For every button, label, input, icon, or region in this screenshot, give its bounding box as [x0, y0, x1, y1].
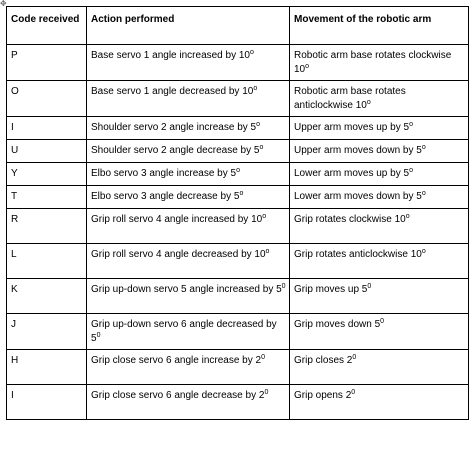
cell-movement-text: Upper arm moves down by 5	[294, 145, 422, 156]
cell-code-text: Y	[11, 168, 18, 179]
cell-movement-superscript: 0	[380, 318, 385, 325]
table-row	[7, 186, 469, 209]
cell-movement-text: Robotic arm base rotates clockwise 10	[294, 50, 452, 75]
cell-movement-superscript: o	[409, 121, 413, 128]
cell-action-text: Grip roll servo 4 angle decreased by 10	[91, 249, 266, 260]
cell-action-text: Shoulder servo 2 angle increase by 5	[91, 122, 257, 133]
cell-movement-text: Upper arm moves up by 5	[294, 122, 410, 133]
cell-movement-superscript: o	[305, 63, 310, 70]
cell-movement-text: Grip closes 2	[294, 355, 353, 366]
cell-action-superscript: 0	[264, 389, 269, 396]
cell-action	[87, 140, 290, 163]
cell-movement	[290, 385, 469, 420]
cell-code-text: U	[11, 145, 19, 156]
cell-action	[87, 279, 290, 314]
cell-action-text: Grip close servo 6 angle decrease by 2	[91, 390, 265, 401]
cell-action-text: Grip up-down servo 6 angle decreased by 5	[91, 319, 277, 344]
cell-action-text: Elbo servo 3 angle increase by 5	[91, 168, 237, 179]
cell-action	[87, 314, 290, 350]
cell-code	[7, 244, 87, 279]
cell-action-superscript: o	[236, 167, 240, 174]
table-row	[7, 163, 469, 186]
cell-movement-superscript: 0	[352, 354, 357, 361]
cell-action-superscript: o	[253, 85, 258, 92]
cell-code	[7, 163, 87, 186]
cell-movement	[290, 244, 469, 279]
table-row	[7, 81, 469, 117]
cell-movement-superscript: o	[421, 144, 426, 151]
cell-movement-text: Grip moves up 5	[294, 284, 368, 295]
cell-movement-text: Robotic arm base rotates anticlockwise 10	[294, 86, 406, 111]
cell-code-text: R	[11, 214, 19, 225]
cell-code-text: I	[11, 122, 14, 133]
cell-movement-text: Lower arm moves down by 5	[294, 191, 422, 202]
table-move-handle-icon[interactable]: ✥	[0, 0, 7, 8]
table-row	[7, 45, 469, 81]
cell-action-superscript: o	[250, 49, 254, 56]
cell-code	[7, 209, 87, 244]
table-row	[7, 140, 469, 163]
cell-movement	[290, 117, 469, 140]
cell-movement-text: Grip moves down 5	[294, 319, 381, 330]
cell-action-superscript: o	[256, 121, 261, 128]
cell-action-text: Grip up-down servo 5 angle increased by 5	[91, 284, 282, 295]
cell-movement-text: Grip opens 2	[294, 390, 352, 401]
cell-action-superscript: 0	[281, 283, 286, 290]
table-row	[7, 209, 469, 244]
cell-movement-superscript: o	[421, 248, 426, 255]
cell-code-text: O	[11, 86, 19, 97]
cell-code	[7, 385, 87, 420]
cell-movement-text: Grip rotates clockwise 10	[294, 214, 406, 225]
cell-code-text: J	[11, 319, 16, 330]
cell-code-text: T	[11, 191, 18, 202]
cell-action	[87, 163, 290, 186]
cell-action-superscript: o	[262, 213, 267, 220]
cell-code	[7, 350, 87, 385]
cell-action	[87, 209, 290, 244]
cell-code-text: L	[11, 249, 17, 260]
cell-action-text: Base servo 1 angle decreased by 10	[91, 86, 254, 97]
cell-movement-superscript: o	[405, 213, 410, 220]
cell-code-text: H	[11, 355, 19, 366]
cell-code-text: K	[11, 284, 18, 295]
table-row	[7, 314, 469, 350]
header-row	[7, 7, 469, 45]
cell-action	[87, 186, 290, 209]
cell-movement-superscript: 0	[351, 389, 356, 396]
cell-code	[7, 314, 87, 350]
cell-action-superscript: o	[265, 248, 270, 255]
table-row	[7, 385, 469, 420]
cell-action-superscript: o	[239, 190, 244, 197]
cell-movement	[290, 45, 469, 81]
cell-action	[87, 385, 290, 420]
header-movement: Movement of the robotic arm	[290, 7, 469, 45]
cell-action-superscript: 0	[261, 354, 265, 361]
cell-action	[87, 244, 290, 279]
cell-movement-superscript: o	[366, 99, 371, 106]
cell-action	[87, 45, 290, 81]
cell-code	[7, 279, 87, 314]
cell-movement-superscript: o	[421, 190, 426, 197]
robotic-arm-codes-table	[6, 6, 469, 420]
cell-movement-superscript: 0	[367, 283, 372, 290]
table-row	[7, 350, 469, 385]
cell-action-text: Base servo 1 angle increased by 10	[91, 50, 250, 61]
cell-code-text: P	[11, 50, 18, 61]
cell-action-superscript: 0	[96, 332, 101, 339]
cell-movement	[290, 314, 469, 350]
cell-action	[87, 81, 290, 117]
cell-code-text: I	[11, 390, 14, 401]
cell-movement	[290, 209, 469, 244]
table-row	[7, 279, 469, 314]
cell-action	[87, 117, 290, 140]
cell-action-text: Shoulder servo 2 angle decrease by 5	[91, 145, 260, 156]
cell-code	[7, 117, 87, 140]
cell-movement-text: Grip rotates anticlockwise 10	[294, 249, 422, 260]
cell-movement-superscript: o	[409, 167, 413, 174]
cell-action	[87, 350, 290, 385]
cell-movement-text: Lower arm moves up by 5	[294, 168, 410, 179]
table-row	[7, 244, 469, 279]
cell-movement	[290, 81, 469, 117]
cell-action-text: Grip roll servo 4 angle increased by 10	[91, 214, 263, 225]
cell-movement	[290, 140, 469, 163]
header-code-received: Code received	[7, 7, 87, 45]
cell-code	[7, 81, 87, 117]
table-row	[7, 117, 469, 140]
cell-code	[7, 186, 87, 209]
cell-movement	[290, 350, 469, 385]
cell-action-text: Grip close servo 6 angle increase by 2	[91, 355, 262, 366]
cell-action-text: Elbo servo 3 angle decrease by 5	[91, 191, 240, 202]
cell-code	[7, 45, 87, 81]
header-action-performed: Action performed	[87, 7, 290, 45]
cell-movement	[290, 279, 469, 314]
cell-movement	[290, 186, 469, 209]
cell-movement	[290, 163, 469, 186]
cell-action-superscript: o	[259, 144, 264, 151]
cell-code	[7, 140, 87, 163]
